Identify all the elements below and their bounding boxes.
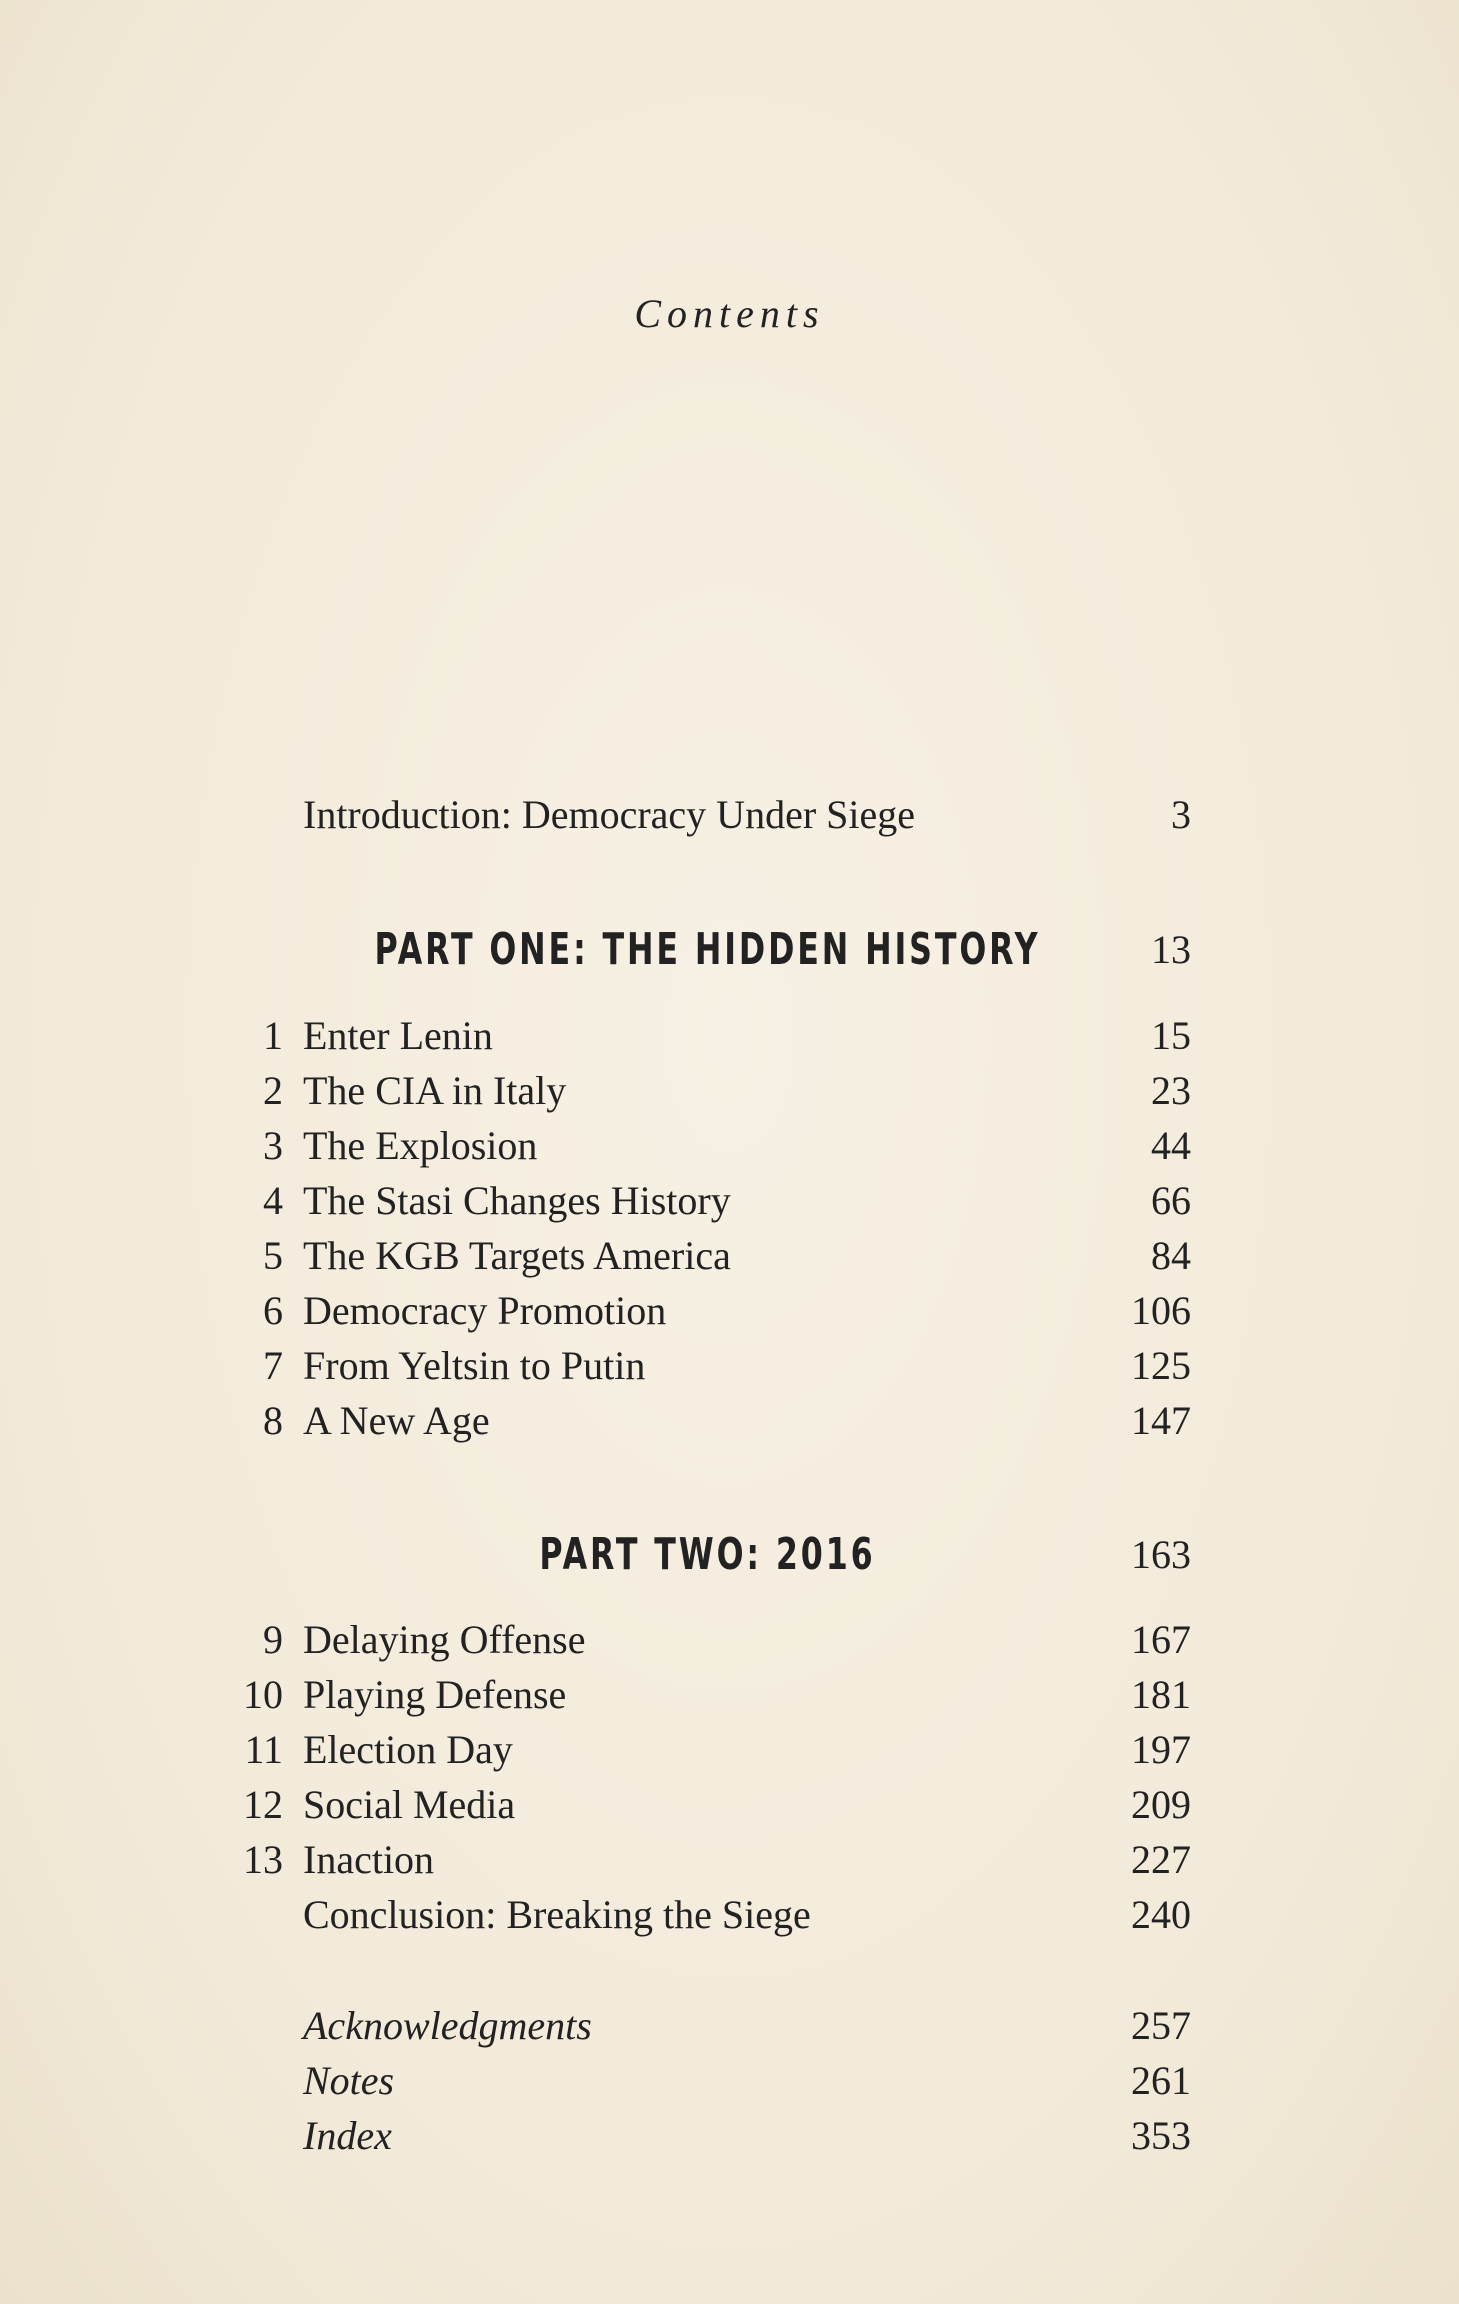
toc-entry-page: 257 xyxy=(1131,2003,1191,2048)
toc-entry-page: 167 xyxy=(1131,1617,1191,1662)
toc-entry-title: The Explosion xyxy=(303,1123,538,1168)
toc-entry-page: 125 xyxy=(1131,1343,1191,1388)
toc-entry-title: Index xyxy=(303,2113,392,2158)
toc-entry-title: From Yeltsin to Putin xyxy=(303,1343,646,1388)
toc-entry-page: 23 xyxy=(1151,1068,1191,1113)
toc-entry-introduction[interactable] xyxy=(0,787,1459,843)
toc-entry-chapter[interactable] xyxy=(0,1118,1459,1174)
toc-entry-title: Election Day xyxy=(303,1727,513,1772)
toc-entry-acknowledgments[interactable] xyxy=(0,1998,1459,2054)
toc-entry-title: The KGB Targets America xyxy=(303,1233,731,1278)
part-page: 163 xyxy=(1131,1532,1191,1577)
toc-entry-chapter[interactable] xyxy=(0,1008,1459,1064)
toc-entry-title: The CIA in Italy xyxy=(303,1068,567,1113)
toc-entry-chapter[interactable] xyxy=(0,1667,1459,1723)
part-title: PART ONE: THE HIDDEN HISTORY xyxy=(374,924,1041,975)
chapter-number: 9 xyxy=(263,1617,283,1662)
toc-entry-title: Playing Defense xyxy=(303,1672,567,1717)
toc-entry-page: 227 xyxy=(1131,1837,1191,1882)
toc-entry-chapter[interactable] xyxy=(0,1393,1459,1449)
toc-entry-notes[interactable] xyxy=(0,2053,1459,2109)
toc-entry-page: 106 xyxy=(1131,1288,1191,1333)
toc-entry-title: Acknowledgments xyxy=(303,2003,592,2048)
toc-entry-page: 209 xyxy=(1131,1782,1191,1827)
toc-entry-page: 240 xyxy=(1131,1892,1191,1937)
toc-entry-index[interactable] xyxy=(0,2108,1459,2164)
toc-entry-page: 15 xyxy=(1151,1013,1191,1058)
chapter-number: 1 xyxy=(263,1013,283,1058)
toc-entry-chapter[interactable] xyxy=(0,1338,1459,1394)
toc-entry-chapter[interactable] xyxy=(0,1063,1459,1119)
part-one-heading[interactable] xyxy=(0,920,1459,980)
toc-entry-page: 197 xyxy=(1131,1727,1191,1772)
chapter-number: 4 xyxy=(263,1178,283,1223)
toc-entry-conclusion[interactable] xyxy=(0,1887,1459,1943)
chapter-number: 6 xyxy=(263,1288,283,1333)
chapter-number: 3 xyxy=(263,1123,283,1168)
toc-entry-title: The Stasi Changes History xyxy=(303,1178,731,1223)
toc-entry-page: 66 xyxy=(1151,1178,1191,1223)
toc-entry-page: 84 xyxy=(1151,1233,1191,1278)
toc-entry-title: Democracy Promotion xyxy=(303,1288,667,1333)
toc-entry-chapter[interactable] xyxy=(0,1722,1459,1778)
toc-entry-page: 44 xyxy=(1151,1123,1191,1168)
toc-entry-title: Delaying Offense xyxy=(303,1617,586,1662)
toc-entry-title: Enter Lenin xyxy=(303,1013,493,1058)
chapter-number: 11 xyxy=(244,1727,283,1772)
toc-entry-page: 147 xyxy=(1131,1398,1191,1443)
chapter-number: 5 xyxy=(263,1233,283,1278)
part-title: PART TWO: 2016 xyxy=(539,1529,876,1580)
chapter-number: 2 xyxy=(263,1068,283,1113)
toc-entry-chapter[interactable] xyxy=(0,1777,1459,1833)
toc-entry-title: Notes xyxy=(303,2058,395,2103)
toc-entry-title: Introduction: Democracy Under Siege xyxy=(303,792,916,837)
toc-entry-page: 3 xyxy=(1171,792,1191,837)
toc-entry-page: 181 xyxy=(1131,1672,1191,1717)
part-two-heading[interactable] xyxy=(0,1525,1459,1585)
toc-entry-title: A New Age xyxy=(303,1398,490,1443)
part-page: 13 xyxy=(1151,927,1191,972)
chapter-number: 8 xyxy=(263,1398,283,1443)
toc-entry-chapter[interactable] xyxy=(0,1173,1459,1229)
toc-entry-chapter[interactable] xyxy=(0,1832,1459,1888)
chapter-number: 12 xyxy=(243,1782,283,1827)
toc-entry-title: Inaction xyxy=(303,1837,435,1882)
toc-entry-chapter[interactable] xyxy=(0,1228,1459,1284)
chapter-number: 13 xyxy=(243,1837,283,1882)
toc-entry-page: 261 xyxy=(1131,2058,1191,2103)
toc-entry-chapter[interactable] xyxy=(0,1612,1459,1668)
chapter-number: 7 xyxy=(263,1343,283,1388)
toc-entry-title: Conclusion: Breaking the Siege xyxy=(303,1892,811,1937)
toc-entry-title: Social Media xyxy=(303,1782,516,1827)
chapter-number: 10 xyxy=(243,1672,283,1717)
page-title: Contents xyxy=(634,291,825,336)
toc-entry-chapter[interactable] xyxy=(0,1283,1459,1339)
toc-entry-page: 353 xyxy=(1131,2113,1191,2158)
